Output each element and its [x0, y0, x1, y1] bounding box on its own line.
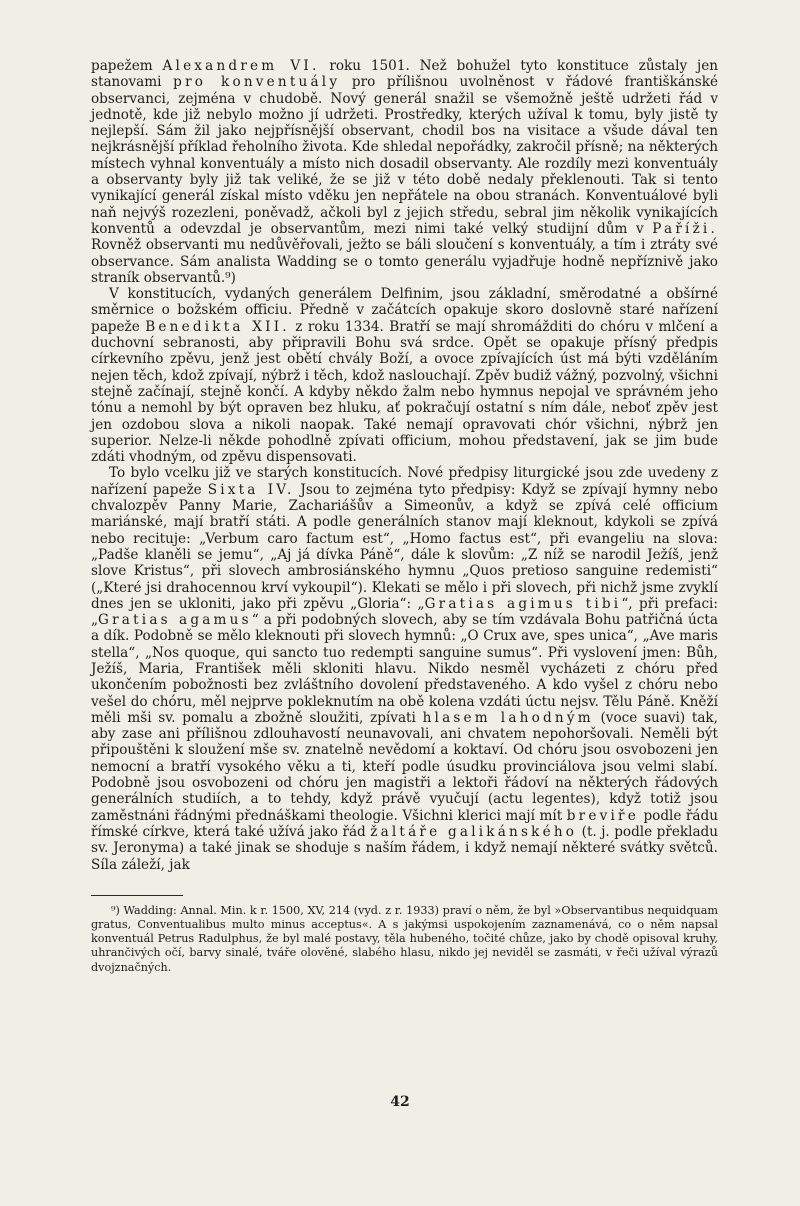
paragraph-text: pro přílišnou uvolněnost v řádové františkánské observanci, zejména v chudobě. Nový generál snažil se všemožně ještě udržeti řád v jednotě, kde již nebylo možno jí udržeti. Prostředky, kterých užíval k tomu, byly jistě ty nejlepší. Sám žil jako nejpřísnější observant, chodil bos na visitace a všude dával ten nejkrásnější příklad řeholního života. Kde shledal nepořádky, zakročil přísně; na některých místech vyhnal konventuály a místo nich dosadil observanty. Ale rozdíly mezi konventuály a observanty byly již tak veliké, že se již v této době nedaly překlenouti. Tak si tento vynikající generál získal místo vděku jen nepřátele na obou stranách. Konventuálové byli naň nejvýš rozezleni, poněvadž, ačkoli byl z jejich středu, sebral jim několik vynikajících konventů a odevzdal je observantům, mezi nimi také velký studijní dům v [91, 74, 719, 237]
page-number: 42 [390, 1094, 410, 1110]
footnote: ⁹) Wadding: Annal. Min. k r. 1500, XV, 214 (vyd. z r. 1933) praví o něm, že byl »Observantibus nequidquam gratus, Conventualibus multo minus acceptus«. A s jakýmsi uspokojením zaznamenává, co o něm napsal konventuál Petrus Radulphus, že byl malé postavy, těla hubeného, točité chůze, jako by chodě opisoval kruhy, uhrančivých očí, barvy sinalé, tváře olověné, slabého hlasu, nikdo jej neviděl se zasmáti, v řeči užíval výrazů dvojznačných. [91, 903, 718, 974]
paragraph-text: z roku 1334. Bratří se mají shromážditi do chóru v mlčení a duchovní sebranosti, aby připravili Bohu svá srdce. Opět se opakuje přísný předpis církevního zpěvu, jenž jest obětí chvály Boží, a ovoce zpívajících úst má býti vzděláním nejen těch, kdož zpívají, nýbrž i těch, kdož naslouchají. Zpěv budiž vážný, pozvolný, všichni stejně začínají, stejně končí. A kdyby někdo žalm nebo hymnus nepojal ve správném jeho tónu a nemohl by být opraven bez hluku, ať pokračují ostatní s ním dále, neboť zpěv jest jen ozdobou slova a nikoli naopak. Také nemají opravovati chór všichni, nýbrž jen superior. Nelze-li někde pohodlně zpívati officium, mohou představení, jak se jim bude zdáti vhodným, od zpěvu dispensovati. [91, 318, 718, 466]
paragraph-text: “, při prefaci: „ [91, 595, 718, 629]
paragraph-text: roku 1501. Než bohužel tyto konstituce zůstaly jen stanovami [91, 58, 719, 91]
paragraph-text: V konstitucích, vydaných generálem Delfinim, jsou základní, směrodatné a obšírné směrnice o božském officiu. Předně v začátcích opakuje skoro doslovně staré nařízení papeže [91, 286, 718, 335]
spaced-emphasis-text: breviře [566, 807, 639, 824]
paragraph [91, 286, 718, 465]
paragraph-text: papežem [91, 58, 163, 74]
footnote-divider [91, 895, 183, 896]
paragraph-text: Rovněž observanti mu nedůvěřovali, ježto se báli sloučení s konventuály, a tím i ztráty své observance. Sám analista Wadding se o tomto generálu vyjadřuje hodně nepříznivě jako straník observantů.⁹) [91, 237, 718, 286]
spaced-emphasis-text: hlasem lahodným [422, 709, 594, 726]
paragraph-text: (t. j. podle překladu sv. Jeronyma) a také jinak se shoduje s naším řádem, i když nemají některé svátky světců. Síla záleží, jak [91, 823, 719, 873]
spaced-emphasis-text: Gratias agimus tibi [424, 595, 622, 612]
paragraph [91, 58, 718, 286]
paragraph-text: (voce suavi) tak, aby zase ani přílišnou zdlouhavostí neunavovali, ani chvatem nepohoršovali. Neměli být připouštěni k sloužení mše sv. znatelně nevědomí a koktaví. Od chóru jsou osvobozeni jen nemocní a bratří vysokého věku a ti, kteří podle úsudku provinciálova jsou velmi slabí. Podobně jsou osvobozeni od chóru jen magistři a lektoři řádoví na některých řádových generálních studiích, a to tehdy, když právě vyučují (actu legentes), když totiž jsou zaměstnáni řádnými přednáškami theologie. Všichni klerici mají mít [91, 709, 718, 824]
spaced-emphasis-text: Alexandrem VI. [162, 58, 320, 74]
spaced-emphasis-text: žaltáře galikánského [370, 823, 578, 840]
spaced-emphasis-text: Benedikta XII. [145, 318, 290, 335]
body-text [91, 58, 718, 873]
paragraph-text: Jsou to zejména tyto předpisy: Když se zpívají hymny nebo chvalozpěv Panny Marie, Zachariášův a Simeonův, a když se zpívá celé officium mariánské, mají bratří státi. A podle generálních stanov mají kleknout, kdykoli se zpívá nebo recituje: „Verbum caro factum est“, „Homo factus est“, při evangeliu na slova: „Padše klaněli se jemu“, „Aj já dívka Páně“, dále k slovům: „Z níž se narodil Ježíš, jenž slove Kristus“, při slovech ambrosiánského hymnu „Quos pretioso sanguine redemisti“ („Které jsi drahocennou krví vykoupil“). Klekati se mělo i při slovech, při nichž jsme zvyklí dnes jen se ukloniti, jako při zpěvu „Gloria“: „ [91, 481, 718, 612]
paragraph-text: podle řádu římské církve, která také užívá jako řád [91, 807, 718, 840]
spaced-emphasis-text: pro konventuály [173, 74, 341, 91]
spaced-emphasis-text: Paříži. [652, 220, 718, 237]
paragraph-text: “ a při podobných slovech, aby se tím vzdávala Bohu patřičná úcta a dík. Podobně se mělo kleknouti při slovech hymnů: „O Crux ave, spes unica“, „Ave maris stella“, „Nos quoque, qui sancto tuo redempti sanguine sumus“. Při vyslovení jmen: Bůh, Ježíš, Maria, František měli skloniti hlavu. Nikdo nesměl vycházeti z chóru před ukončením pobožnosti bez zvláštního dovolení představeného. A kdo vyšel z chóru nebo vešel do chóru, měl nejprve pokleknutím na obě kolena vzdáti úctu nejsv. Tělu Páně. Kněží měli mši sv. pomalu a zbožně sloužiti, zpívati [91, 612, 718, 726]
paragraph [91, 465, 718, 872]
spaced-emphasis-text: Sixta IV. [207, 481, 295, 498]
paragraph-text: To bylo vcelku již ve starých konstitucích. Nové předpisy liturgické jsou zde uvedeny z nařízení papeže [91, 465, 718, 498]
spaced-emphasis-text: Gratias agamus [98, 612, 252, 629]
